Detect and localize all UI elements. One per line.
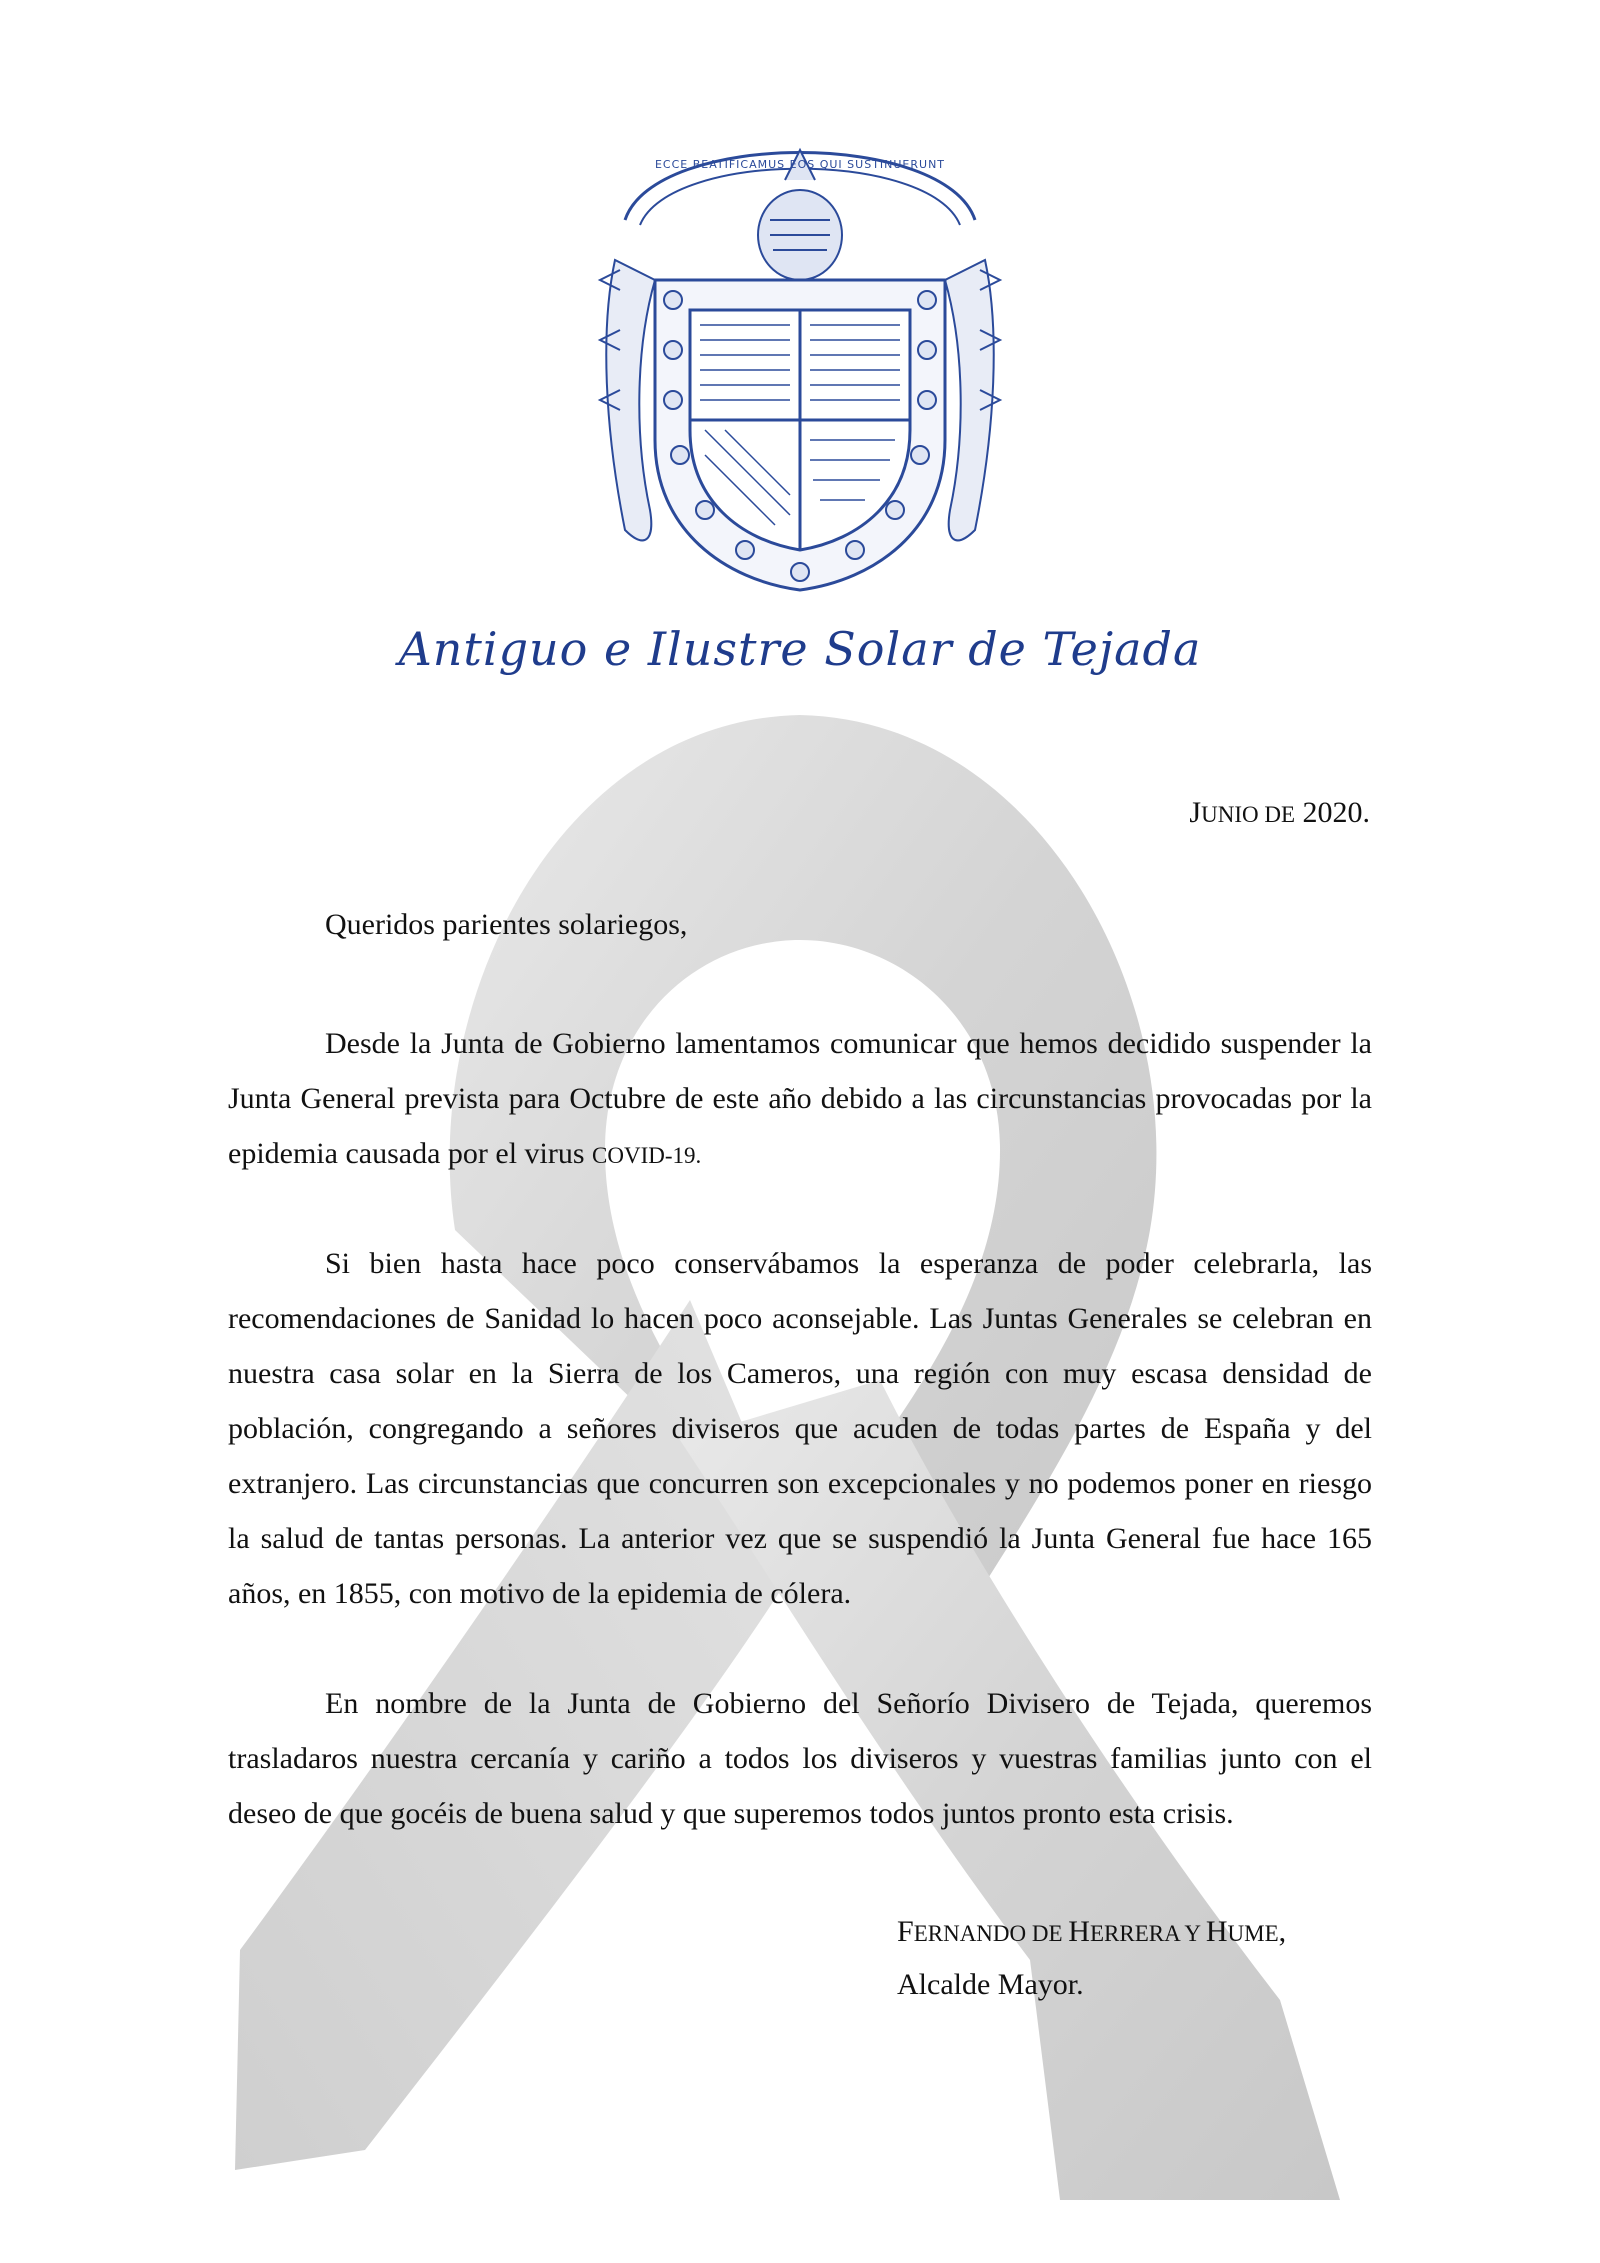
- paragraph-3: En nombre de la Junta de Gobierno del Señorío Divisero de Tejada, queremos trasladaros nuestra cercanía y cariño a todos los diviseros y vuestras familias junto con el deseo de que gocéis de buena salud y que superemos todos juntos pronto esta crisis.: [228, 1687, 1372, 1830]
- sig-part: UME: [1227, 1921, 1279, 1946]
- sig-part: ERNANDO DE: [913, 1921, 1069, 1946]
- society-name: Antiguo e Ilustre Solar de Tejada: [398, 622, 1202, 676]
- sig-part: H: [1068, 1915, 1090, 1948]
- sig-part: H: [1205, 1915, 1228, 1948]
- sig-part: ERRERA Y: [1089, 1921, 1206, 1946]
- letter-date: [1189, 796, 1370, 830]
- paragraph-1-text: Desde la Junta de Gobierno lamentamos comunicar que hemos decidido suspender la Junta General prevista para Octubre de este año debido a las circunstancias provocadas por la epidemia causada por el virus: [228, 1027, 1372, 1170]
- sig-part: F: [897, 1915, 914, 1948]
- motto-text: ECCE BEATIFICAMUS EOS QUI SUSTINUERUNT: [654, 158, 946, 171]
- date-month: UNIO DE: [1201, 802, 1295, 827]
- signatory-name: [897, 1915, 1286, 1949]
- paragraph-1: [228, 1016, 1372, 1183]
- sig-part: ,: [1278, 1915, 1287, 1948]
- date-initial: J: [1189, 796, 1202, 829]
- greeting: Queridos parientes solariegos,: [325, 908, 688, 941]
- date-year: 2020.: [1302, 796, 1370, 829]
- paragraph-2: Si bien hasta hace poco conservábamos la esperanza de poder celebrarla, las recomendaciones de Sanidad lo hacen poco aconsejable. Las Juntas Generales se celebran en nuestra casa solar en la Sierra de los Cameros, una región con muy escasa densidad de población, congregando a señores diviseros que acuden de todas partes de España y del extranjero. Las circunstancias que concurren son excepcionales y no podemos poner en riesgo la salud de tantas personas. La anterior vez que se suspendió la Junta General fue hace 165 años, en 1855, con motivo de la epidemia de cólera.: [228, 1247, 1372, 1610]
- signatory-role: Alcalde Mayor.: [897, 1968, 1084, 2001]
- coat-of-arms-logo: [595, 110, 1005, 610]
- virus-name: COVID-19.: [592, 1143, 702, 1168]
